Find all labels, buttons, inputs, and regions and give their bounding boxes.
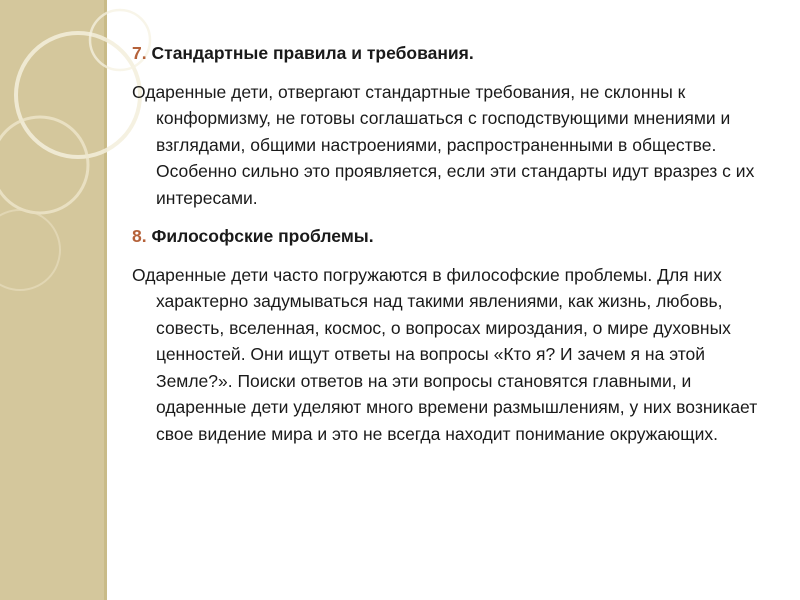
- section-7-number: 7.: [132, 43, 147, 63]
- decorative-circle-bottom: [0, 210, 60, 290]
- section-8-number: 8.: [132, 226, 147, 246]
- decorative-circle-large: [16, 33, 140, 157]
- section-8-heading: [132, 223, 772, 250]
- section-7-text: Одаренные дети, отвергают стандартные требования, не склонны к конформизму, не готовы соглашаться с господствующими мнениями и взглядами, общими настроениями, распространенными в обществе. Особенно сильно это проявляется, если эти стандарты идут вразрез с их интересами.: [132, 81, 755, 208]
- slide-content: [132, 40, 772, 459]
- section-8-title: Философские проблемы.: [151, 226, 374, 246]
- section-8-text: Одаренные дети часто погружаются в философские проблемы. Для них характерно задумываться над такими явлениями, как жизнь, любовь, совесть, вселенная, космос, о вопросах мироздания, о мире духовных ценностей. Они ищут ответы на вопросы «Кто я? И зачем я на этой Земле?». Поиски ответов на эти вопросы становятся главными, и одаренные дети уделяют много времени размышлениям, у них возникает свое видение мира и это не всегда находит понимание окружающих.: [132, 264, 758, 444]
- decorative-circle-medium: [0, 117, 88, 213]
- section-7-title: Стандартные правила и требования.: [151, 43, 474, 63]
- section-7-heading: [132, 40, 772, 67]
